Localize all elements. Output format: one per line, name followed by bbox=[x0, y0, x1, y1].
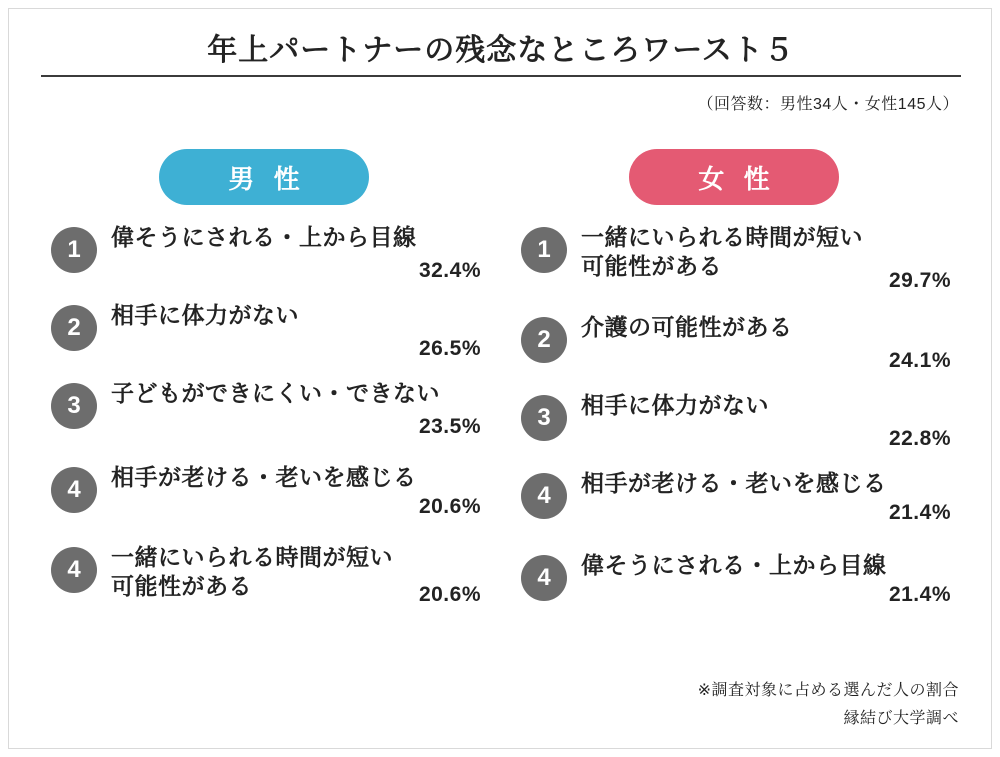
list-item bbox=[29, 543, 499, 633]
rank-percent: 21.4% bbox=[888, 583, 951, 606]
rank-label: 相手が老ける・老いを感じる bbox=[111, 464, 417, 490]
rank-badge: 4 bbox=[521, 473, 567, 519]
rank-badge: 1 bbox=[51, 227, 97, 273]
list-item bbox=[499, 223, 969, 313]
rank-percent: 32.4% bbox=[418, 259, 481, 282]
rank-label: 偉そうにされる・上から目線 bbox=[111, 224, 417, 250]
rank-label: 相手に体力がない bbox=[581, 392, 769, 418]
rank-list-male bbox=[29, 223, 499, 633]
rank-percent: 29.7% bbox=[888, 269, 951, 292]
rank-label: 一緒にいられる時間が短い可能性がある bbox=[581, 224, 863, 279]
rank-list-female bbox=[499, 223, 969, 633]
list-item bbox=[29, 463, 499, 543]
rank-label: 子どもができにくい・できない bbox=[111, 380, 440, 406]
page-title: 年上パートナーの残念なところワースト５ bbox=[207, 34, 795, 67]
list-item bbox=[499, 391, 969, 469]
rank-percent: 26.5% bbox=[418, 337, 481, 360]
infographic-frame bbox=[8, 8, 992, 749]
column-female bbox=[499, 149, 969, 633]
rank-badge: 4 bbox=[51, 467, 97, 513]
rank-badge: 3 bbox=[521, 395, 567, 441]
rank-percent: 20.6% bbox=[418, 583, 481, 606]
respondents-count: （回答数：男性34人・女性145人） bbox=[697, 96, 959, 113]
rank-label: 介護の可能性がある bbox=[581, 314, 793, 340]
rank-percent: 22.8% bbox=[888, 427, 951, 450]
column-header-male: 男 性 bbox=[159, 149, 369, 205]
rank-label: 相手に体力がない bbox=[111, 302, 299, 328]
rank-badge: 3 bbox=[51, 383, 97, 429]
list-item bbox=[499, 469, 969, 551]
list-item bbox=[499, 313, 969, 391]
rank-label: 偉そうにされる・上から目線 bbox=[581, 552, 887, 578]
list-item bbox=[29, 379, 499, 463]
list-item bbox=[29, 223, 499, 301]
column-male bbox=[29, 149, 499, 633]
rank-badge: 4 bbox=[521, 555, 567, 601]
rank-badge: 1 bbox=[521, 227, 567, 273]
rank-badge: 4 bbox=[51, 547, 97, 593]
rank-percent: 24.1% bbox=[888, 349, 951, 372]
list-item bbox=[499, 551, 969, 633]
title-divider bbox=[41, 75, 961, 77]
footnote: ※調査対象に占める選んだ人の割合 bbox=[697, 682, 959, 699]
rank-label: 一緒にいられる時間が短い可能性がある bbox=[111, 544, 393, 599]
rank-percent: 23.5% bbox=[418, 415, 481, 438]
column-header-female: 女 性 bbox=[629, 149, 839, 205]
rank-badge: 2 bbox=[521, 317, 567, 363]
list-item bbox=[29, 301, 499, 379]
rank-percent: 21.4% bbox=[888, 501, 951, 524]
rank-percent: 20.6% bbox=[418, 495, 481, 518]
rank-label: 相手が老ける・老いを感じる bbox=[581, 470, 887, 496]
source-credit: 縁結び大学調べ bbox=[843, 710, 959, 727]
rank-badge: 2 bbox=[51, 305, 97, 351]
